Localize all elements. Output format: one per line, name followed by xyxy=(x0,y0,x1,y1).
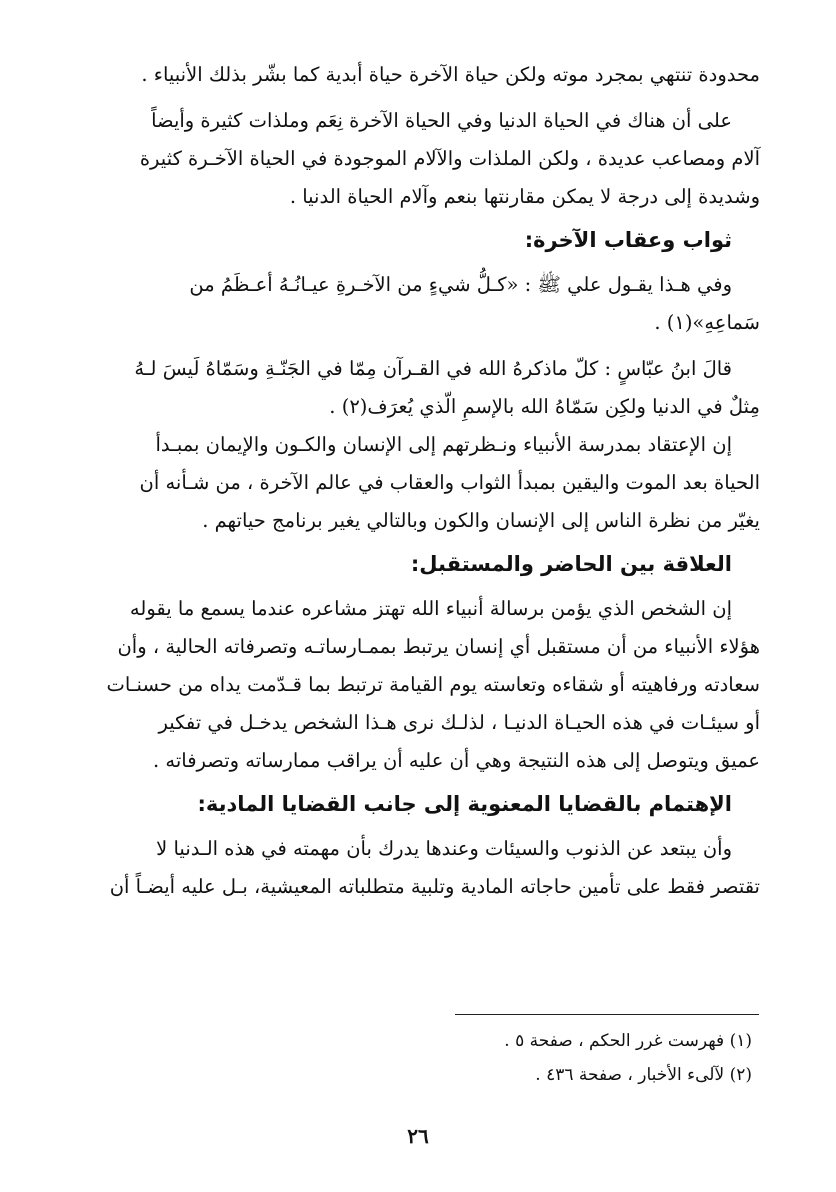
body-line: هؤلاء الأنبياء من أن مستقبل أي إنسان يرتبط بممـارساتـه وتصرفاته الحالية ، وأن xyxy=(117,635,760,658)
paragraph xyxy=(78,350,760,426)
body-line: وشديدة إلى درجة لا يمكن مقارنتها بنعم وآلام الحياة الدنيا . xyxy=(289,185,760,208)
body-line: سَماعِهِ»(١) . xyxy=(654,311,760,334)
body-line: مِثلٌ في الدنيا ولكِن سَمّاهُ الله بالإسمِ الّذي يُعرَف(٢) . xyxy=(329,395,760,418)
body-line: محدودة تنتهي بمجرد موته ولكن حياة الآخرة حياة أبدية كما بشّر بذلك الأنبياء . xyxy=(141,63,760,86)
footnotes xyxy=(504,1024,752,1092)
paragraph xyxy=(78,830,760,906)
body-line: يغيّر من نظرة الناس إلى الإنسان والكون وبالتالي يغير برنامج حياتهم . xyxy=(202,509,760,532)
paragraph xyxy=(78,102,760,216)
section-heading: العلاقة بين الحاضر والمستقبل: xyxy=(410,552,732,576)
footnote-separator xyxy=(455,1014,759,1015)
body-line: على أن هناك في الحياة الدنيا وفي الحياة الآخرة نِعَم وملذات كثيرة وأيضاً xyxy=(151,109,732,132)
body-line: الحياة بعد الموت واليقين بمبدأ الثواب والعقاب في عالم الآخرة ، من شـأنه أن xyxy=(139,471,760,494)
body-line: إن الإعتقاد بمدرسة الأنبياء ونـظرتهم إلى الإنسان والكـون والإيمان بمبـدأ xyxy=(155,433,732,456)
footnote: (١) فهرست غرر الحكم ، صفحة ٥ . xyxy=(504,1031,752,1051)
body-line: سعادته ورفاهيته أو شقاءه وتعاسته يوم القيامة ترتبط بما قـدّمت يداه من حسنـات xyxy=(106,673,760,696)
paragraph xyxy=(78,426,760,540)
paragraph xyxy=(78,266,760,342)
body-line: أو سيئـات في هذه الحيـاة الدنيـا ، لذلـك نرى هـذا الشخص يدخـل في تفكير xyxy=(158,711,760,734)
footnote: (٢) لآلىء الأخبار ، صفحة ٤٣٦ . xyxy=(535,1065,752,1085)
body-line: قالَ ابنُ عبّاسٍ : كلّ ماذكرهُ الله في القـرآن مِمّا في الجَنّـةِ وسَمّاهُ لَيسَ لـهُ xyxy=(134,357,732,380)
paragraph xyxy=(78,590,760,780)
page-number: ٢٦ xyxy=(407,1124,429,1148)
body-line: وأن يبتعد عن الذنوب والسيئات وعندها يدرك بأن مهمته في هذه الـدنيا لا xyxy=(156,837,732,860)
body-line: آلام ومصاعب عديدة ، ولكن الملذات والآلام الموجودة في الحياة الآخـرة كثيرة xyxy=(139,147,760,170)
body-line: إن الشخص الذي يؤمن برسالة أنبياء الله تهتز مشاعره عندما يسمع ما يقوله xyxy=(129,597,732,620)
body-line: عميق ويتوصل إلى هذه النتيجة وهي أن عليه أن يراقب ممارساته وتصرفاته . xyxy=(153,749,760,772)
body-line: تقتصر فقط على تأمين حاجاته المادية وتلبية متطلباته المعيشية، بـل عليه أيضـاً أن xyxy=(109,875,760,898)
section-heading: ثواب وعقاب الآخرة: xyxy=(524,228,732,252)
section-heading: الإهتمام بالقضايا المعنوية إلى جانب القضايا المادية: xyxy=(197,792,732,816)
body-line: وفي هـذا يقـول علي ﷺ : «كـلُّ شيءٍ من الآخـرةِ عيـانُـهُ أعـظَمُ من xyxy=(189,273,732,296)
page-body xyxy=(78,56,760,906)
